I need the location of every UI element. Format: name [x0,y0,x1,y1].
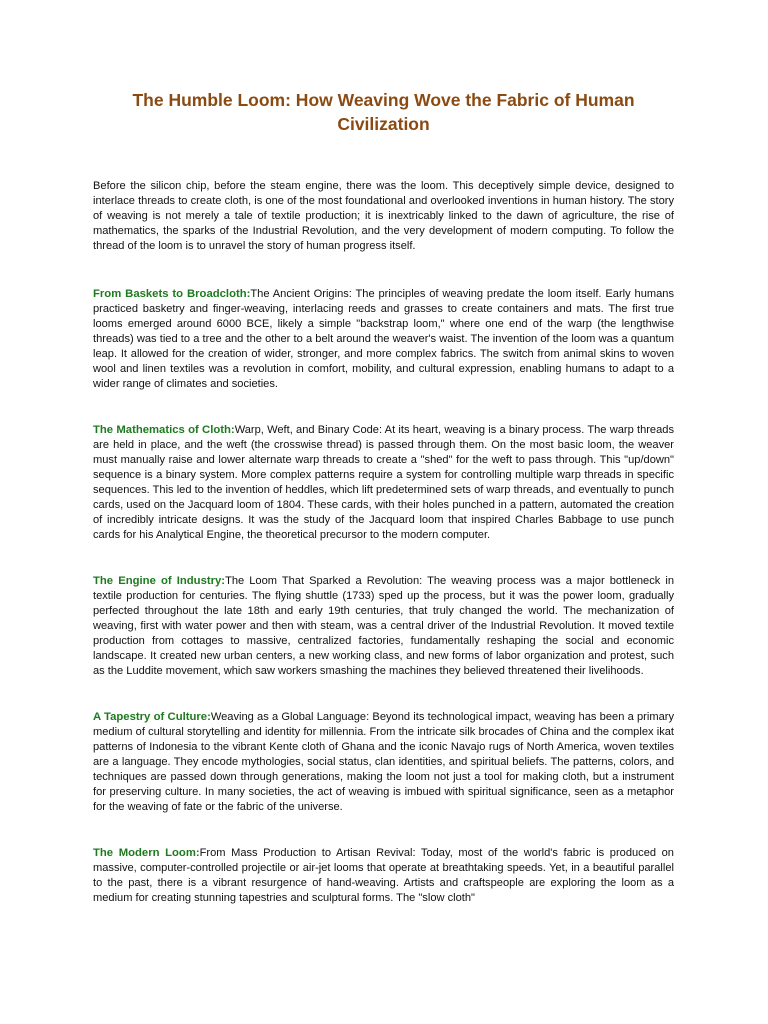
document-page [93,88,674,906]
section-body-mathematics: Warp, Weft, and Binary Code: At its heart, weaving is a binary process. The warp threads are held in place, and the weft (the crosswise thread) is passed through them. On the most basic loom, the weaver must manually raise and lower alternate warp threads to create a "shed" for the weft to pass through. This "up/down" sequence is a binary system. More complex patterns require a system for controlling multiple warp threads in specific sequences. This led to the invention of heddles, which lift predetermined sets of warp threads, and eventually to punch cards, used on the Jacquard loom of 1804. These cards, with their holes punched in a pattern, automated the creation of incredibly intricate designs. It was the study of the Jacquard loom that inspired Charles Babbage to use punch cards for his Analytical Engine, the theoretical precursor to the modern computer. [93,424,674,541]
section-body-culture: Weaving as a Global Language: Beyond its technological impact, weaving has been a primary medium of cultural storytelling and identity for millennia. From the intricate silk brocades of China and the complex ikat patterns of Indonesia to the vibrant Kente cloth of Ghana and the iconic Navajo rugs of North America, woven textiles are a language. They encode mythologies, social status, clan identities, and spiritual beliefs. The patterns, colors, and techniques are passed down through generations, making the loom not just a tool for making cloth, but a instrument for preserving culture. In many societies, the act of weaving is imbued with spiritual significance, seen as a metaphor for the weaving of fate or the fabric of the universe. [93,711,674,813]
section-heading-baskets: From Baskets to Broadcloth: [93,288,251,300]
section-body-baskets: The Ancient Origins: The principles of weaving predate the loom itself. Early humans practiced basketry and finger-weaving, interlacing reeds and grasses to create containers and mats. The first true looms emerged around 6000 BCE, likely a simple "backstrap loom," where one end of the warp (the lengthwise threads) was tied to a tree and the other to a belt around the weaver's waist. The invention of the loom was a quantum leap. It allowed for the creation of wider, stronger, and more complex fabrics. The switch from animal skins to woven wool and linen textiles was a revolution in comfort, mobility, and cultural expression, enabling humans to adapt to a wider range of climates and societies. [93,288,674,390]
document-title: The Humble Loom: How Weaving Wove the Fabric of Human Civilization [132,90,635,134]
section-body-industry: The Loom That Sparked a Revolution: The weaving process was a major bottleneck in textile production for centuries. The flying shuttle (1733) sped up the process, but it was the power loom, gradually perfected throughout the late 18th and early 19th centuries, that truly changed the world. The mechanization of weaving, first with water power and then with steam, was a central driver of the Industrial Revolution. It moved textile production from cottages to massive, centralized factories, fundamentally reshaping the social and economic landscape. It created new urban centers, a new working class, and new forms of labor organization and protest, such as the Luddite movement, which saw workers smashing the machines they believed threatened their livelihoods. [93,575,674,677]
section-heading-mathematics: The Mathematics of Cloth: [93,424,235,436]
section-paragraph-culture [93,710,674,815]
section-paragraph-modern [93,846,674,906]
section-heading-culture: A Tapestry of Culture: [93,711,211,723]
section-heading-industry: The Engine of Industry: [93,575,226,587]
section-paragraph-mathematics [93,423,674,543]
section-body-modern: From Mass Production to Artisan Revival: Today, most of the world's fabric is produced on massive, computer-controlled projectile or air-jet looms that operate at breathtaking speeds. Yet, in a beautiful parallel to the past, there is a vibrant resurgence of hand-weaving. Artists and craftspeople are exploring the loom as a medium for creating stunning tapestries and sculptural forms. The "slow cloth" [93,847,674,904]
section-paragraph-industry [93,574,674,679]
section-paragraph-baskets [93,287,674,392]
section-heading-modern: The Modern Loom: [93,847,200,859]
intro-paragraph: Before the silicon chip, before the steam engine, there was the loom. This deceptively simple device, designed to interlace threads to create cloth, is one of the most foundational and overlooked inventions in human history. The story of weaving is not merely a tale of textile production; it is inextricably linked to the dawn of agriculture, the rise of mathematics, the sparks of the Industrial Revolution, and the very development of modern computing. To follow the thread of the loom is to unravel the story of human progress itself. [93,180,674,252]
